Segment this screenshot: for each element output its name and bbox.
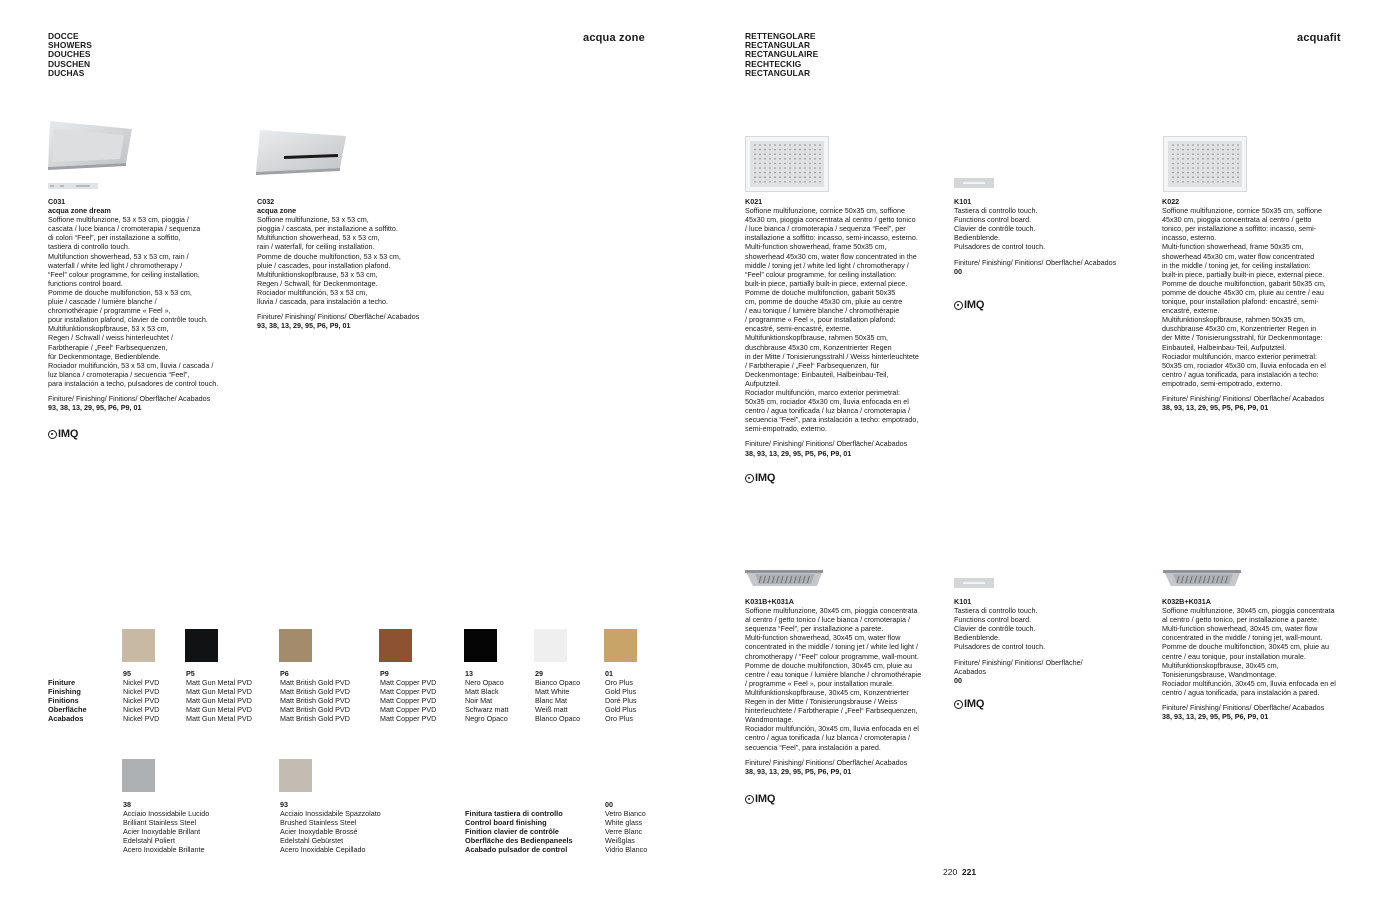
finishing-label: Finiture/ Finishing/ Finitions/ Oberfläche/ Acabados: [954, 657, 1083, 676]
page-numbers: [943, 867, 976, 877]
swatch-38: [122, 759, 155, 792]
finish-29: 29 Bianco Opaco Matt White Blanc Mat Weiß matt Blanco Opaco: [535, 669, 581, 724]
product-code: C031: [48, 197, 66, 206]
product-k031b-k031a: [745, 597, 945, 776]
k031b-product-image: [745, 566, 825, 592]
category-line: RECTANGULAR: [745, 67, 811, 78]
finishing-codes: 38, 93, 13, 29, 95, P5, P6, P9, 01: [745, 766, 852, 776]
right-brand-title: acquafit: [1297, 32, 1341, 44]
c031-product-image: [46, 115, 136, 193]
product-k021: [745, 197, 945, 458]
product-description: Soffione multifunzione, 30x45 cm, pioggia concentrata al centro / getto tonico / luce bianca / cromoterapia / sequenza “Feel”, per installazione a parete. Multi-function showerhead, 30x45 cm, water flow concentrated in the middle / toning jet / white led light / chromotherapy / “Feel” colour programme, wall-mount. Pomme de douche multifonction, 30x45 cm, pluie au centre / eau tonique / lumière blanche / chromothérapie / programme « Feel », pour installation murale. Multifunktionskopfbrause, 30x45 cm, Konzentrierter Regen in der Mitte / Tonisierungsbrause / Weiss hinterleuchtete / Farbtherapie / „Feel“ Farbsequenzen, Wandmontage. Rociador multifunción, 30x45 cm, lluvia enfocada en el centro / agua tonificada / luz blanca / cromoterapia / secuencia “Feel”, para instalación a pared.: [745, 606, 922, 752]
swatch-01: [604, 629, 637, 662]
finishing-label: Finiture/ Finishing/ Finitions/ Oberfläche/ Acabados: [1162, 393, 1325, 403]
product-description: Soffione multifunzione, 30x45 cm, pioggia concentrata al centro / getto tonico, per installazione a parete. Multi-function showerhead, 30x45 cm, water flow concentrated in the middle / toning jet, wall-mount. Pomme de douche multifonction, 30x45 cm, pluie au centre / eau tonique, pour installation murale. Multifunktionskopfbrause, 30x45 cm, Tonisierungsbrause, Wandmontage. Rociador multifunción, 30x45 cm, lluvia enfocada en el centro / agua tonificada, para instalación a pared.: [1162, 606, 1336, 697]
finishing-codes: 38, 93, 13, 29, 95, P5, P6, P9, 01: [1162, 712, 1269, 722]
product-description: Soffione multifunzione, 53 x 53 cm, pioggia / cascata, per installazione a soffitto. Multifunction showerhead, 53 x 53 cm, rain / waterfall, for ceiling installation. Pomme de douche multifonction, 53 x 53 cm, pluie / cascades, pour installation plafond. Multifunktionskopfbrause, 53 x 53 cm, Regen / Schwall, für Deckenmontage. Rociador multifunción, 53 x 53 cm, lluvia / cascada, para instalación a techo.: [257, 215, 401, 307]
legend-label: Finitions: [48, 696, 79, 706]
product-code: C032: [257, 197, 275, 206]
imq-logo: IMQ: [745, 793, 775, 805]
product-description: Soffione multifunzione, cornice 50x35 cm, soffione 45x30 cm, pioggia concentrata al centro / getto tonico, per installazione a soffitto: incasso, semi- incasso, esterno. Multi-function showerhead, frame 50x35 cm, showerhead 45x30 cm, water flow concentrated in the middle / toning jet, for ceiling installation: built-in piece, partially built-in piece, external piece. Pomme de douche multifonction, gabarit 50x35 cm, pomme de douche 45x30 cm, pluie au centre / eau tonique, pour installation plafond: encastré, semi- encastré, externe. Multifunktionskopfbrause, rahmen 50x35 cm, duschbrause 45x30 cm, Konzentrierter Regen in der Mitte / Tonisierungsstrahl, für Deckenmontage: Einbauteil, Halbeinbau-Teil, Aufputzteil. Rociador multifunción, marco exterior perimetral: 50x35 cm, rociador 45x30 cm, lluvia enfocada en el centro / agua tonificada, para instalación a techo: empotrado, semi-empotrado, externo.: [1162, 206, 1326, 388]
product-name: acqua zone: [257, 206, 297, 216]
category-line: RECHTECKIG: [745, 58, 802, 69]
left-brand-title: acqua zone: [583, 32, 645, 44]
category-line: DOUCHES: [48, 49, 91, 60]
finishing-label: Finiture/ Finishing/ Finitions/ Oberfläche/ Acabados: [954, 257, 1117, 267]
imq-ring-icon: [954, 700, 963, 709]
swatch-95: [122, 629, 155, 662]
finish-13: 13 Nero Opaco Matt Black Noir Mat Schwarz matt Negro Opaco: [465, 669, 509, 724]
swatch-p6: [279, 629, 312, 662]
category-line: DUSCHEN: [48, 58, 91, 69]
legend-label: Finiture: [48, 678, 76, 687]
finishing-codes: 93, 38, 13, 29, 95, P6, P9, 01: [257, 321, 351, 331]
page-number-left: 220: [943, 867, 958, 877]
swatch-93: [279, 759, 312, 792]
right-category-heading: [745, 32, 818, 78]
finishing-codes: 93, 38, 13, 29, 95, P6, P9, 01: [48, 403, 142, 413]
finishing-label: Finiture/ Finishing/ Finitions/ Oberfläche/ Acabados: [48, 393, 211, 403]
left-category-heading: [48, 32, 92, 78]
product-code: K101: [954, 597, 972, 606]
legend-label: Finishing: [48, 687, 81, 697]
swatch-p5: [185, 629, 218, 662]
finishing-codes: 38, 93, 13, 29, 95, P5, P6, P9, 01: [1162, 403, 1269, 413]
imq-ring-icon: [745, 795, 754, 804]
imq-ring-icon: [48, 430, 57, 439]
finishing-label: Finiture/ Finishing/ Finitions/ Oberfläche/ Acabados: [257, 312, 420, 322]
imq-ring-icon: [745, 474, 754, 483]
k032b-product-image: [1163, 566, 1243, 592]
product-code: K022: [1162, 197, 1180, 206]
product-code: K032B+K031A: [1162, 597, 1211, 606]
finish-93: 93 Acciaio Inossidabile Spazzolato Brushed Stainless Steel Acier Inoxydable Brossé Edelstahl Gebürstet Acero Inoxidable Cepillado: [280, 800, 381, 855]
c032-product-image: [254, 126, 350, 176]
product-code: K031B+K031A: [745, 597, 794, 606]
imq-logo: IMQ: [745, 472, 775, 484]
legend-label: Acabados: [48, 714, 84, 724]
category-line: SHOWERS: [48, 40, 92, 51]
finish-p5: P5 Matt Gun Metal PVD Matt Gun Metal PVD Matt Gun Metal PVD Matt Gun Metal PVD Matt Gun Metal PVD: [186, 669, 252, 724]
finishing-codes: 00: [954, 266, 962, 276]
finish-01: 01 Oro Plus Gold Plus Doré Plus Gold Plus Oro Plus: [605, 669, 637, 724]
finish-95: 95 Nickel PVD Nickel PVD Nickel PVD Nickel PVD Nickel PVD: [123, 669, 160, 724]
product-k101: [954, 597, 1154, 685]
finishing-codes: 00: [954, 675, 962, 685]
k101-control-panel-image: [954, 578, 994, 588]
imq-ring-icon: [954, 301, 963, 310]
finish-p6: P6 Matt British Gold PVD Matt British Gold PVD Matt British Gold PVD Matt British Gold PVD Matt British Gold PVD: [280, 669, 350, 724]
finishing-codes: 38, 93, 13, 29, 95, P5, P6, P9, 01: [745, 448, 852, 458]
finish-38: 38 Acciaio Inossidabile Lucido Brilliant Stainless Steel Acier Inoxydable Brillant Edelstahl Poliert Acero Inoxidable Brillante: [123, 800, 210, 855]
product-code: K021: [745, 197, 763, 206]
control-finishing-labels: Finitura tastiera di controllo Control board finishing Finition clavier de contrôle Oberfläche des Bedienpaneels Acabado pulsador de control: [465, 809, 573, 855]
product-c032: [257, 197, 462, 330]
imq-logo: IMQ: [48, 428, 78, 440]
category-line: DOCCE: [48, 31, 79, 41]
product-description: Tastiera di controllo touch. Functions control board. Clavier de contrôle touch. Bedienblende. Pulsadores de control touch.: [954, 206, 1046, 252]
product-description: Soffione multifunzione, 53 x 53 cm, pioggia / cascata / luce bianca / cromoterapia / sequenza di colori “Feel”, per installazione a soffitto, tastiera di controllo touch. Multifunction showerhead, 53 x 53 cm, rain / waterfall / white led light / chromotherapy / “Feel” colour programme, for ceiling installation, functions control board. Pomme de douche multifonction, 53 x 53 cm, pluie / cascade / lumière blanche / chromothérapie / programme « Feel », pour installation plafond, clavier de contrôle touch. Multifunktionskopfbrause, 53 x 53 cm, Regen / Schwall / weiss hinterleuchtet / Farbtherapie / „Feel“ Farbsequenzen, für Deckenmontage, Bedienblende. Rociador multifunción, 53 x 53 cm, lluvia / cascada / luz blanca / cromoterapia / secuencia “Feel”, para instalación a techo, pulsadores de control touch.: [48, 215, 219, 388]
category-line: RETTENGOLARE: [745, 31, 816, 41]
finishing-label: Finiture/ Finishing/ Finitions/ Oberfläche/ Acabados: [745, 439, 908, 449]
finish-00: 00 Vetro Bianco White glass Verre Blanc Weißglas Vidrio Blanco: [605, 800, 648, 855]
imq-logo: IMQ: [954, 698, 984, 710]
finishing-label: Finiture/ Finishing/ Finitions/ Oberfläche/ Acabados: [745, 757, 908, 767]
finishes-legend-labels: [48, 678, 87, 723]
page-number-right: 221: [961, 867, 977, 877]
finishing-label: Finiture/ Finishing/ Finitions/ Oberfläche/ Acabados: [1162, 703, 1325, 713]
k021-product-image: [745, 136, 829, 192]
category-line: RECTANGULAR: [745, 40, 811, 51]
product-c031: [48, 197, 253, 412]
swatch-29: [534, 629, 567, 662]
swatch-p9: [379, 629, 412, 662]
imq-logo: IMQ: [954, 299, 984, 311]
product-k101: [954, 197, 1154, 276]
k022-product-image: [1163, 136, 1247, 192]
category-line: RECTANGULAIRE: [745, 49, 819, 60]
swatch-13: [464, 629, 497, 662]
category-line: DUCHAS: [48, 67, 85, 78]
product-description: Soffione multifunzione, cornice 50x35 cm, soffione 45x30 cm, pioggia concentrata al centro / getto tonico / luce bianca / cromoterapia / sequenza “Feel”, per installazione a soffitto: incasso, semi-incasso, esterno. Multi-function showerhead, frame 50x35 cm, showerhead 45x30 cm, water flow concentrated in the middle / toning jet / white led light / chromotherapy / “Feel” colour programme, for ceiling installation: built-in piece, partially built-in piece, external piece. Pomme de douche multifonction, gabarit 50x35 cm, pomme de douche 45x30 cm, pluie au centre / eau tonique / lumière blanche / chromothérapie / programme « Feel », pour installation plafond: encastré, semi-encastré, externe. Multifunktionskopfbrause, rahmen 50x35 cm, duschbrause 45x30 cm, Konzentrierter Regen in der Mitte / Tonisierungsstrahl / Weiss hinterleuchtete / Farbtherapie / „Feel“ Farbsequenzen, für Deckenmontage: Einbauteil, Halbeinbau-Teil, Aufputzteil. Rociador multifunción, marco exterior perimetral: 50x35 cm, rociador 45x30 cm, lluvia enfocada en el centro / agua tonificada / luz blanca / cromoterapia / secuencia “Feel”, para instalación a techo: empotrado, semi-empotrado, externo.: [745, 206, 919, 434]
product-description: Tastiera di controllo touch. Functions control board. Clavier de contrôle touch. Bedienblende. Pulsadores de control touch.: [954, 606, 1046, 652]
finish-p9: P9 Matt Copper PVD Matt Copper PVD Matt Copper PVD Matt Copper PVD Matt Copper PVD: [380, 669, 437, 724]
product-name: acqua zone dream: [48, 206, 111, 216]
k101-control-panel-image: [954, 178, 994, 188]
legend-label: Oberfläche: [48, 705, 87, 715]
product-k022: [1162, 197, 1362, 412]
product-k032b-k031a: [1162, 597, 1367, 721]
product-code: K101: [954, 197, 972, 206]
